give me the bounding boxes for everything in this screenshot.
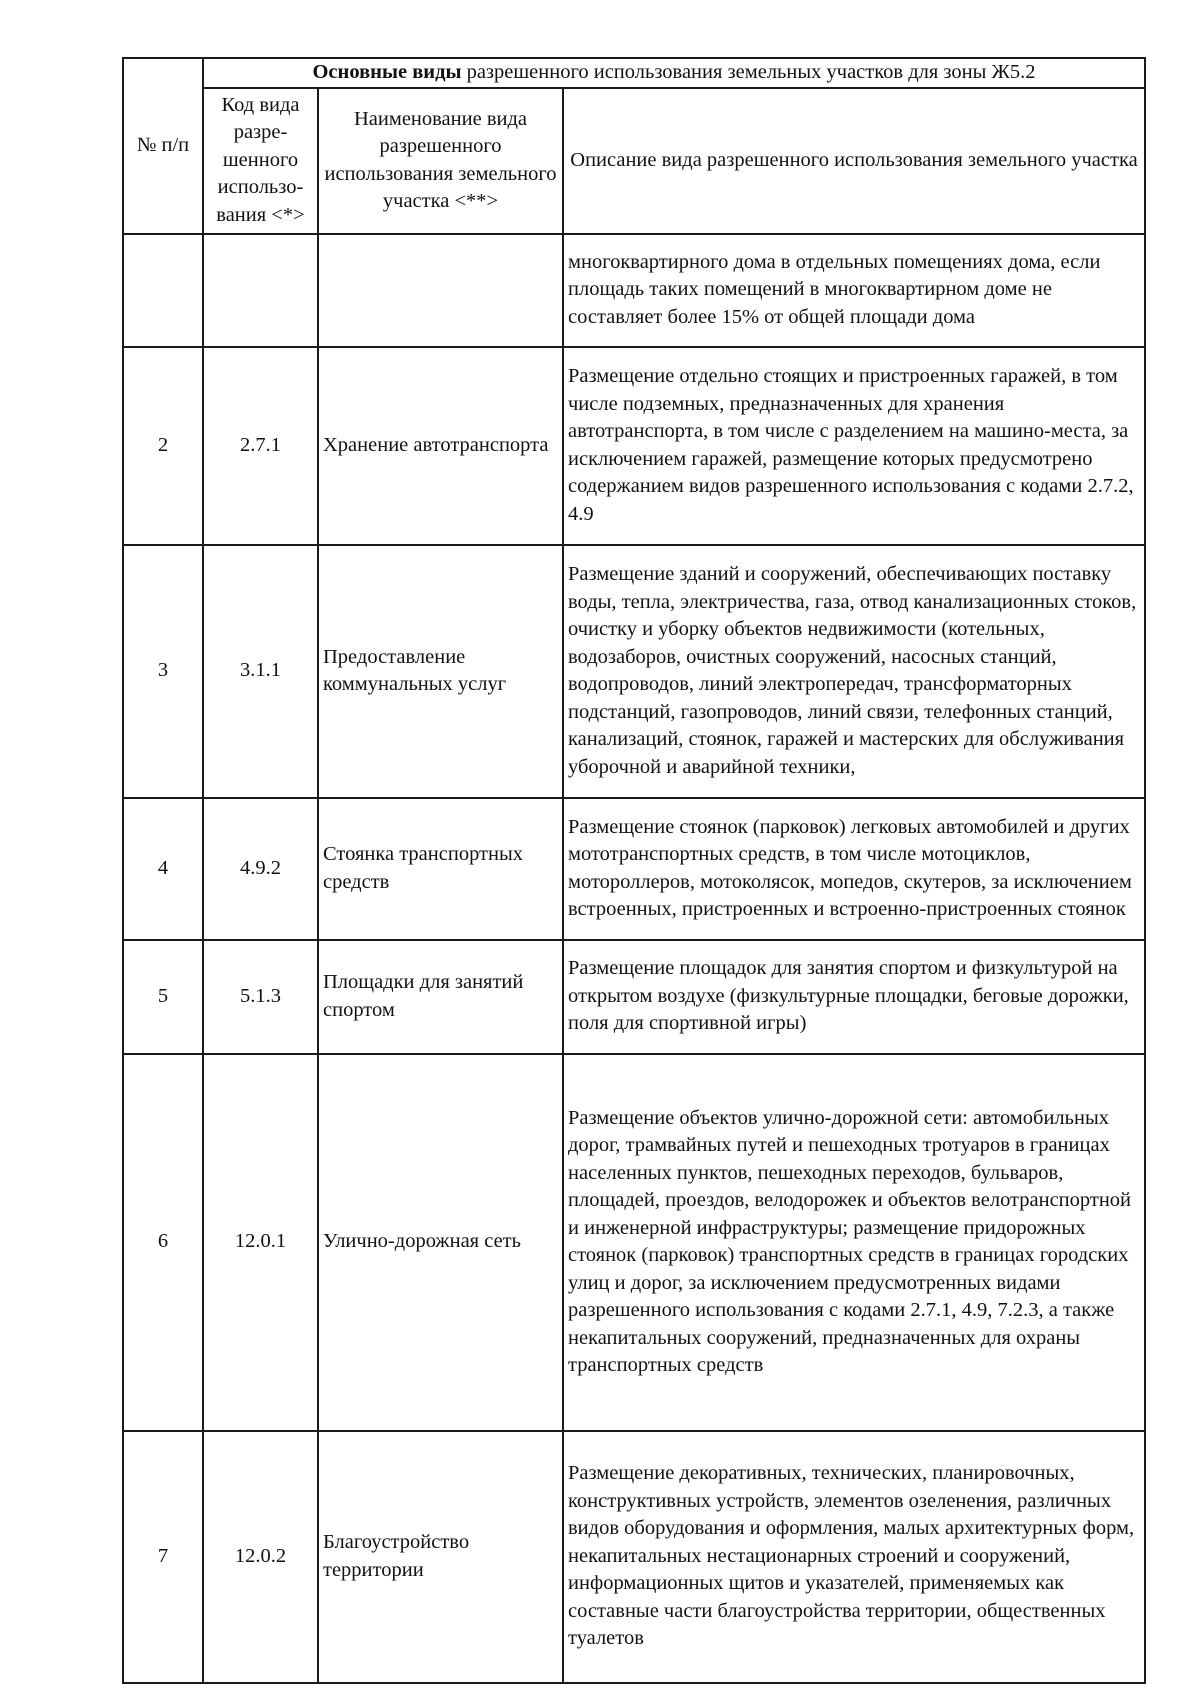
land-use-table-page [122,57,1144,1684]
row-desc: многоквартирного дома в отдельных помещениях дома, если площадь таких помещений в многоквартирном доме не составляет более 15% от общей площади дома [563,234,1145,347]
table-row [123,798,1145,940]
table-header-row [123,58,1145,88]
row-code: 4.9.2 [203,798,318,940]
row-desc: Размещение площадок для занятия спортом и физкультурой на открытом воздухе (физкультурные площадки, беговые дорожки, поля для спортивной игры) [563,940,1145,1054]
table-row [123,347,1145,545]
row-num: 7 [123,1431,203,1683]
row-desc: Размещение объектов улично-дорожной сети: автомобильных дорог, трамвайных путей и пешеходных тротуаров в границах населенных пунктов, пешеходных переходов, бульваров, площадей, проездов, велодорожек и объектов велотранспортной и инженерной инфраструктуры; размещение придорожных стоянок (парковок) транспортных средств в границах городских улиц и дорог, за исключением предусмотренных видами разрешенного использования с кодами 2.7.1, 4.9, 7.2.3, а также некапитальных сооружений, предназначенных для охраны транспортных средств [563,1054,1145,1431]
table-title-rest: разрешенного использования земельных участков для зоны Ж5.2 [466,61,1036,83]
row-desc: Размещение отдельно стоящих и пристроенных гаражей, в том числе подземных, предназначенных для хранения автотранспорта, в том числе с разделением на машино-места, за исключением гаражей, размещение которых предусмотрено содержанием видов разрешенного использования с кодами 2.7.2, 4.9 [563,347,1145,545]
table-title [203,58,1145,88]
table-row [123,1431,1145,1683]
table-header-columns [123,88,1145,234]
header-desc-label: Описание вида разрешенного использования земельного участка [570,148,1138,171]
row-code [203,234,318,347]
row-name [318,234,563,347]
table-row [123,940,1145,1054]
row-code: 12.0.2 [203,1431,318,1683]
row-num [123,234,203,347]
table-row [123,234,1145,347]
row-num: 3 [123,545,203,798]
header-code [203,88,318,234]
row-name: Благоустройство территории [318,1431,563,1683]
header-num-label: № п/п [136,134,190,156]
header-code-label: Код вида разре-шенного использо-вания <*> [216,93,305,226]
row-num: 2 [123,347,203,545]
header-num [123,58,203,234]
row-num: 4 [123,798,203,940]
header-desc [563,88,1145,234]
row-code: 3.1.1 [203,545,318,798]
table-title-bold: Основные виды [312,61,462,83]
header-name [318,88,563,234]
land-use-table [122,57,1146,1684]
row-desc: Размещение стоянок (парковок) легковых автомобилей и других мототранспортных средств, в том числе мотоциклов, мотороллеров, мотоколясок, мопедов, скутеров, за исключением встроенных, пристроенных и встроенно-пристроенных стоянок [563,798,1145,940]
row-name: Улично-дорожная сеть [318,1054,563,1431]
row-num: 5 [123,940,203,1054]
row-code: 12.0.1 [203,1054,318,1431]
row-name: Предоставление коммунальных услуг [318,545,563,798]
header-name-label: Наименование вида разрешенного использования земельного участка <**> [324,107,557,212]
row-desc: Размещение декоративных, технических, планировочных, конструктивных устройств, элементов озеленения, различных видов оборудования и оформления, малых архитектурных форм, некапитальных нестационарных строений и сооружений, информационных щитов и указателей, применяемых как составные части благоустройства территории, общественных туалетов [563,1431,1145,1683]
row-name: Хранение автотранспорта [318,347,563,545]
row-name: Площадки для занятий спортом [318,940,563,1054]
row-num: 6 [123,1054,203,1431]
row-code: 2.7.1 [203,347,318,545]
row-desc: Размещение зданий и сооружений, обеспечивающих поставку воды, тепла, электричества, газа, отвод канализационных стоков, очистку и уборку объектов недвижимости (котельных, водозаборов, очистных сооружений, насосных станций, водопроводов, линий электропередач, трансформаторных подстанций, газопроводов, линий связи, телефонных станций, канализаций, стоянок, гаражей и мастерских для обслуживания уборочной и аварийной техники, [563,545,1145,798]
row-code: 5.1.3 [203,940,318,1054]
table-row [123,1054,1145,1431]
table-row [123,545,1145,798]
row-name: Стоянка транспортных средств [318,798,563,940]
